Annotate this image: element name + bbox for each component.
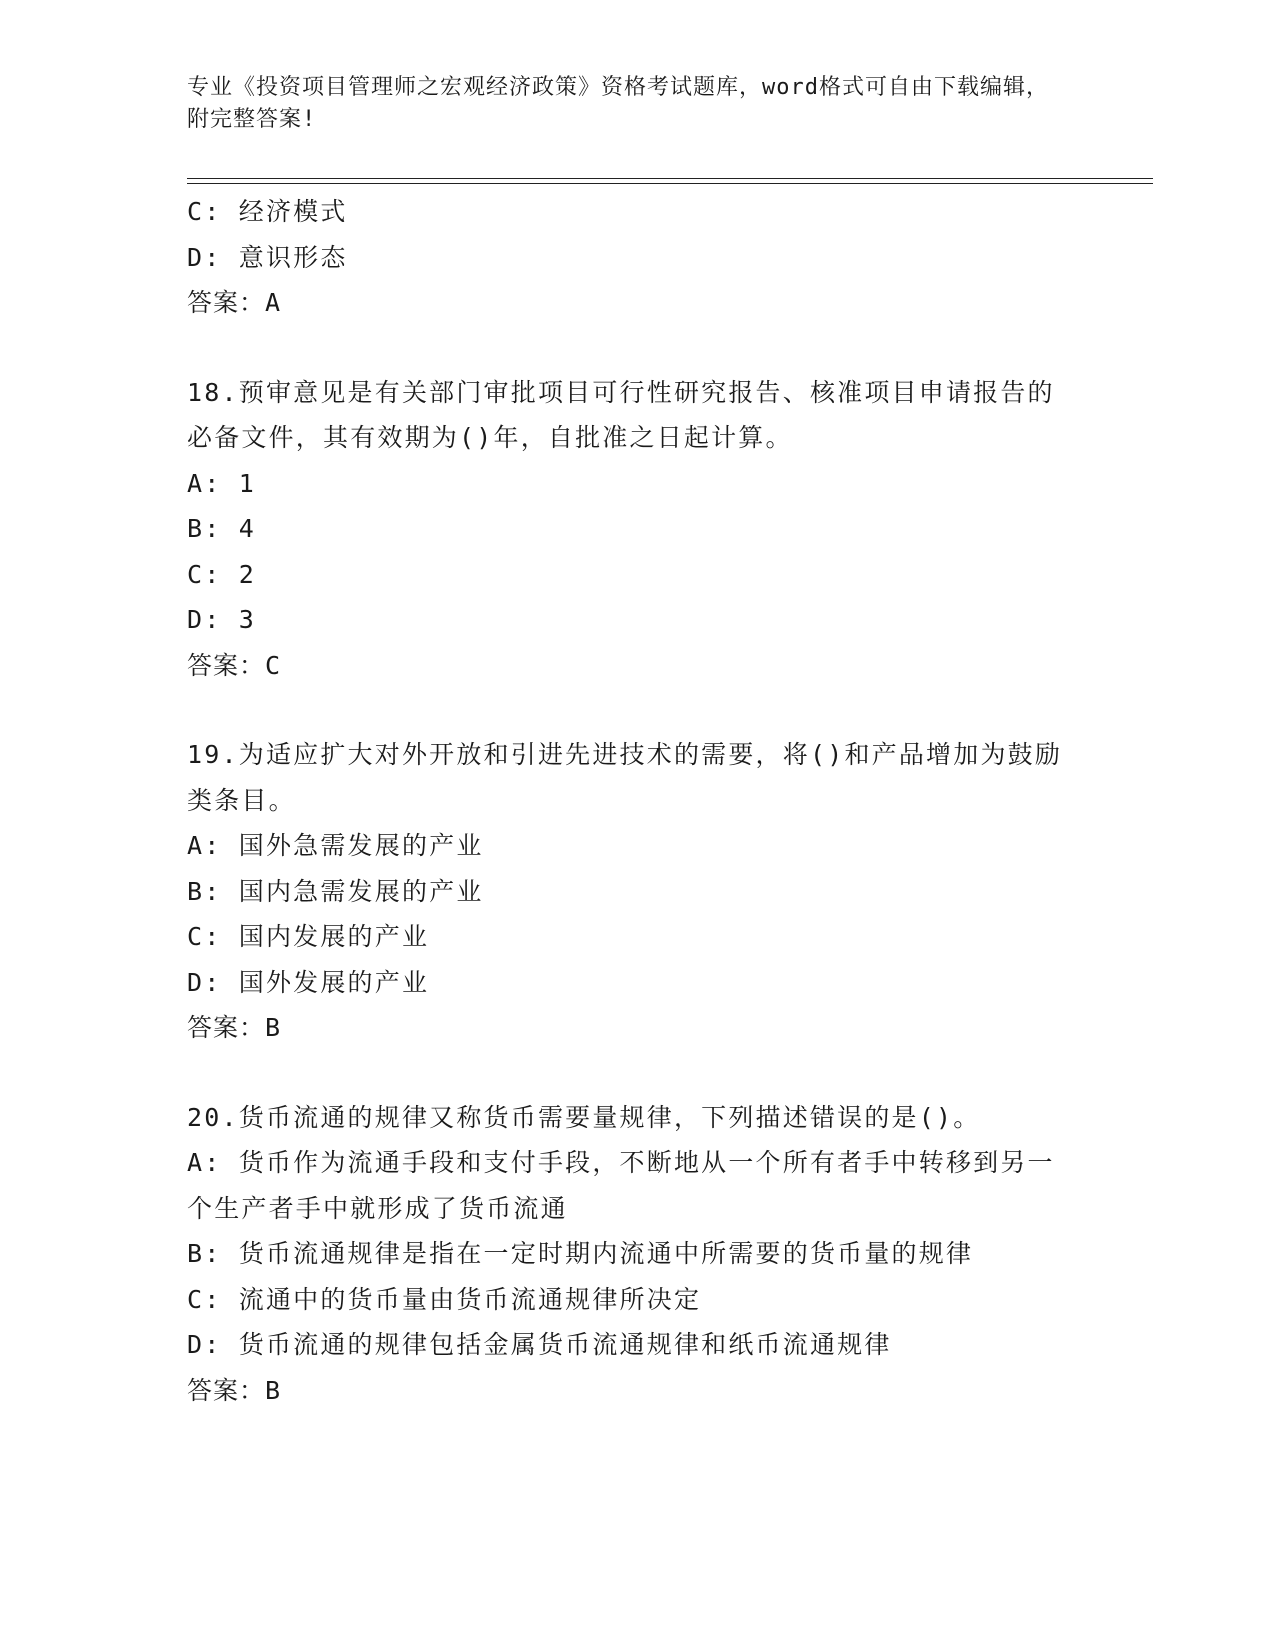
option-c: C: 经济模式 bbox=[187, 197, 348, 226]
answer: 答案：B bbox=[187, 1013, 282, 1042]
option-c: C: 2 bbox=[187, 559, 257, 589]
question-19 bbox=[187, 732, 1067, 1051]
option-d: D: 国外发展的产业 bbox=[187, 967, 430, 997]
question-18 bbox=[187, 370, 1067, 689]
answer: 答案：A bbox=[187, 288, 282, 317]
option-d: D: 货币流通的规律包括金属货币流通规律和纸币流通规律 bbox=[187, 1330, 892, 1359]
option-a: A: 货币作为流通手段和支付手段，不断地从一个所有者手中转移到另一个生产者手中就形成了货币流通 bbox=[187, 1148, 1055, 1223]
option-a: A: 国外急需发展的产业 bbox=[187, 831, 484, 860]
question-text: 20.货币流通的规律又称货币需要量规律，下列描述错误的是()。 bbox=[187, 1102, 981, 1132]
header-title: 专业《投资项目管理师之宏观经济政策》资格考试题库，word格式可自由下载编辑，附完整答案! bbox=[187, 75, 1049, 132]
header-rule-bottom bbox=[187, 183, 1153, 184]
option-a: A: 1 bbox=[187, 468, 257, 498]
answer: 答案：B bbox=[187, 1375, 282, 1405]
page-header bbox=[187, 72, 1067, 136]
option-d: D: 3 bbox=[187, 605, 257, 634]
answer: 答案：C bbox=[187, 650, 282, 680]
option-c: C: 流通中的货币量由货币流通规律所决定 bbox=[187, 1284, 702, 1314]
question-20 bbox=[187, 1095, 1067, 1414]
option-b: B: 货币流通规律是指在一定时期内流通中所需要的货币量的规律 bbox=[187, 1239, 974, 1268]
header-rule-top bbox=[187, 178, 1153, 179]
option-b: B: 4 bbox=[187, 514, 257, 543]
document-body bbox=[187, 189, 1067, 1413]
option-c: C: 国内发展的产业 bbox=[187, 922, 430, 951]
option-b: B: 国内急需发展的产业 bbox=[187, 876, 484, 906]
question-text: 18.预审意见是有关部门审批项目可行性研究报告、核准项目申请报告的必备文件，其有效期为()年，自批准之日起计算。 bbox=[187, 377, 1055, 452]
option-d: D: 意识形态 bbox=[187, 242, 348, 272]
question-text: 19.为适应扩大对外开放和引进先进技术的需要，将()和产品增加为鼓励类条目。 bbox=[187, 740, 1063, 815]
question-17-tail bbox=[187, 189, 1067, 326]
